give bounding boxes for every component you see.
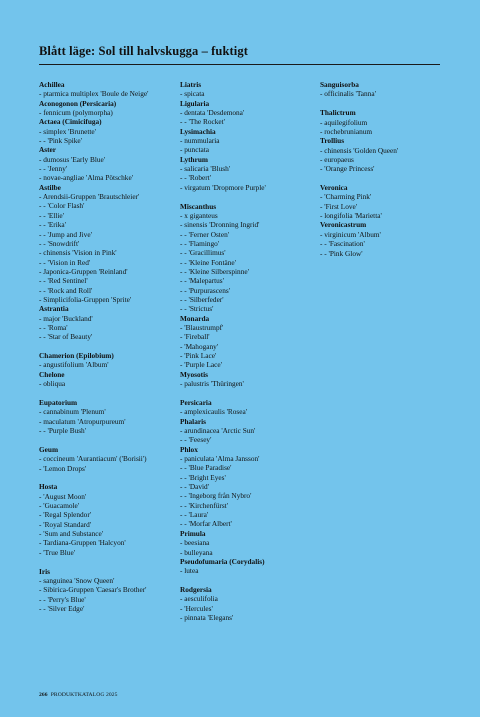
cultivar-item: - 'Pink Lace'	[180, 351, 217, 361]
cultivar-item: - dumosus 'Early Blue'	[39, 154, 106, 164]
genus-name: Veronicastrum	[320, 220, 367, 230]
cultivar-item: - - 'Gracillimus'	[180, 248, 226, 258]
genus-name: Ligularia	[180, 98, 210, 108]
cultivar-item: - simplex 'Brunette'	[39, 126, 96, 136]
cultivar-item: - 'First Love'	[320, 201, 358, 211]
genus-name: Liatris	[180, 80, 202, 89]
genus-name: Veronica	[320, 183, 348, 193]
cultivar-item: - x giganteus	[180, 210, 218, 220]
genus-group	[180, 80, 308, 192]
genus-name: Miscanthus	[180, 201, 217, 211]
cultivar-item: - chinensis 'Vision in Pink'	[39, 248, 117, 258]
cultivar-item: - ptarmica multiplex 'Boule de Neige'	[39, 89, 149, 99]
genus-name: Primula	[180, 528, 206, 538]
cultivar-item: - punctata	[180, 145, 209, 155]
cultivar-item: - salicaria 'Blush'	[180, 164, 231, 174]
genus-name: Chamerion (Epilobium)	[39, 351, 114, 361]
genus-name: Iris	[39, 566, 50, 576]
cultivar-item: - aesculifolia	[180, 594, 218, 604]
genus-group	[39, 398, 167, 435]
cultivar-item: - aquilegifolium	[320, 117, 368, 127]
genus-name: Monarda	[180, 313, 210, 323]
genus-name: Persicaria	[180, 398, 212, 407]
cultivar-item: - nummularia	[180, 136, 220, 146]
cultivar-item: - - 'Perry's Blue'	[39, 594, 86, 604]
cultivar-item: - dentata 'Desdemona'	[180, 108, 245, 118]
genus-name: Rodgersia	[180, 585, 212, 595]
cultivar-item: - 'Orange Princess'	[320, 164, 375, 174]
cultivar-item: - Japonica-Gruppen 'Reinland'	[39, 266, 128, 276]
cultivar-item: - - 'Ellie'	[39, 210, 64, 220]
genus-name: Trollius	[320, 136, 345, 146]
cultivar-item: - 'Blaustrumpf'	[180, 323, 224, 333]
cultivar-item: - 'Purple Lace'	[180, 360, 222, 370]
genus-group	[320, 80, 445, 99]
cultivar-item: - palustris 'Thüringen'	[180, 379, 244, 389]
genus-name: Thalictrum	[320, 108, 356, 118]
genus-name: Aster	[39, 145, 57, 155]
cultivar-item: - - 'Vision in Red'	[39, 257, 91, 267]
cultivar-item: - Tardiana-Gruppen 'Halcyon'	[39, 538, 126, 548]
cultivar-item: - Arendsii-Gruppen 'Brautschleier'	[39, 192, 140, 202]
cultivar-item: - spicata	[180, 89, 205, 99]
cultivar-item: - - 'Kirchenfürst'	[180, 500, 229, 510]
cultivar-item: - - 'Kleine Silberspinne'	[180, 267, 249, 277]
cultivar-item: - - 'Pink Spike'	[39, 136, 82, 146]
title-divider	[39, 64, 440, 65]
genus-name: Lythrum	[180, 154, 208, 164]
cultivar-item: - - 'Silver Edge'	[39, 604, 85, 614]
cultivar-item: - europaeus	[320, 154, 354, 164]
cultivar-item: - chinensis 'Golden Queen'	[320, 145, 399, 155]
cultivar-item: - Sibirica-Gruppen 'Caesar's Brother'	[39, 585, 147, 595]
cultivar-item: - 'Regal Splendor'	[39, 510, 92, 520]
cultivar-item: - - 'The Rocket'	[180, 117, 225, 127]
cultivar-item: - - 'Malepartus'	[180, 276, 224, 286]
cultivar-item: - - 'Kleine Fontäne'	[180, 257, 236, 267]
genus-name: Eupatorium	[39, 398, 78, 407]
genus-group	[180, 398, 308, 576]
cultivar-item: - 'Mahogany'	[180, 341, 219, 351]
genus-name: Hosta	[39, 482, 58, 492]
cultivar-item: - - 'Purple Bush'	[39, 426, 87, 436]
genus-group	[320, 108, 445, 173]
cultivar-item: - fennicum (polymorpha)	[39, 108, 113, 118]
genus-name: Phalaris	[180, 416, 206, 426]
genus-group	[39, 482, 167, 557]
column-3	[320, 80, 445, 267]
cultivar-item: - - 'Silberfeder'	[180, 295, 224, 305]
genus-name: Sanguisorba	[320, 80, 359, 89]
genus-group	[39, 567, 167, 614]
cultivar-item: - - 'Bright Eyes'	[180, 472, 226, 482]
cultivar-item: - sanguinea 'Snow Queen'	[39, 576, 115, 585]
cultivar-item: - paniculata 'Alma Jansson'	[180, 454, 260, 464]
cultivar-item: - - 'Purpurascens'	[180, 285, 231, 295]
cultivar-item: - longifolia 'Marietta'	[320, 211, 382, 221]
cultivar-item: - - 'Blue Paradise'	[180, 463, 232, 473]
genus-name: Astrantia	[39, 304, 69, 314]
cultivar-item: - - 'Pink Glow'	[320, 248, 363, 258]
cultivar-item: - - 'Snowdrift'	[39, 238, 80, 248]
cultivar-item: - lutea	[180, 566, 199, 576]
cultivar-item: - - 'Fascination'	[320, 239, 365, 249]
cultivar-item: - 'August Moon'	[39, 491, 87, 501]
genus-group	[180, 585, 308, 622]
genus-group	[39, 351, 167, 388]
cultivar-item: - bulleyana	[180, 547, 213, 557]
cultivar-item: - rochebrunianum	[320, 126, 373, 136]
cultivar-item: - angustifolium 'Album'	[39, 360, 109, 370]
cultivar-item: - major 'Buckland'	[39, 313, 93, 323]
cultivar-item: - cannabinum 'Plenum'	[39, 407, 106, 417]
column-1	[39, 80, 167, 623]
cultivar-item: - - 'Feesey'	[180, 435, 212, 445]
cultivar-item: - arundinacea 'Arctic Sun'	[180, 426, 256, 436]
genus-name: Pseudofumaria (Corydalis)	[180, 556, 265, 566]
cultivar-item: - amplexicaulis 'Rosea'	[180, 407, 248, 417]
genus-group	[320, 183, 445, 258]
genus-name: Aconogonon (Persicaria)	[39, 98, 117, 108]
cultivar-item: - - 'David'	[180, 482, 209, 492]
cultivar-item: - - 'Ferner Osten'	[180, 229, 230, 239]
cultivar-item: - 'Lemon Drops'	[39, 463, 87, 473]
cultivar-item: - sinensis 'Dronning Ingrid'	[180, 220, 260, 230]
cultivar-item: - novae-angliae 'Alma Pötschke'	[39, 173, 134, 183]
genus-name: Myosotis	[180, 369, 208, 379]
cultivar-item: - 'True Blue'	[39, 547, 76, 557]
cultivar-item: - Simplicifolia-Gruppen 'Sprite'	[39, 294, 132, 304]
catalog-label: PRODUKTKATALOG 2025	[50, 692, 118, 698]
cultivar-item: - maculatum 'Atropurpureum'	[39, 416, 126, 426]
genus-group	[39, 445, 167, 473]
cultivar-item: - officinalis 'Tanna'	[320, 89, 376, 99]
cultivar-item: - - 'Roma'	[39, 322, 68, 332]
cultivar-item: - 'Royal Standard'	[39, 519, 92, 529]
genus-group	[39, 80, 167, 342]
genus-name: Phlox	[180, 444, 198, 454]
cultivar-item: - obliqua	[39, 379, 66, 389]
cultivar-item: - - 'Jump and Jive'	[39, 229, 92, 239]
genus-group	[180, 202, 308, 389]
cultivar-item: - coccineum 'Aurantiacum' ('Borisii')	[39, 454, 147, 464]
cultivar-item: - - 'Ingeborg från Nybro'	[180, 491, 252, 501]
page-title: Blått läge: Sol till halvskugga – fuktigt	[39, 44, 248, 58]
page-footer	[39, 692, 118, 698]
genus-name: Lysimachia	[180, 126, 216, 136]
cultivar-item: - - 'Rock and Roll'	[39, 285, 93, 295]
genus-name: Geum	[39, 444, 59, 454]
genus-name: Achillea	[39, 80, 65, 89]
cultivar-item: - - 'Erika'	[39, 220, 66, 230]
column-2	[180, 80, 308, 632]
cultivar-item: - - 'Red Sentinel'	[39, 276, 88, 286]
cultivar-item: - - 'Color Flash'	[39, 201, 85, 211]
cultivar-item: - 'Charming Pink'	[320, 192, 372, 202]
genus-name: Astilbe	[39, 182, 61, 192]
cultivar-item: - beesiana	[180, 538, 210, 548]
cultivar-item: - - 'Star of Beauty'	[39, 332, 93, 342]
cultivar-item: - - 'Laura'	[180, 510, 209, 520]
cultivar-item: - virgatum 'Dropmore Purple'	[180, 182, 266, 192]
cultivar-item: - - 'Jenny'	[39, 164, 68, 174]
cultivar-item: - pinnata 'Elegans'	[180, 613, 234, 623]
cultivar-item: - - 'Morfar Albert'	[180, 519, 232, 529]
cultivar-item: - 'Fireball'	[180, 332, 210, 342]
cultivar-item: - - 'Flamingo'	[180, 239, 220, 248]
cultivar-item: - - 'Robert'	[180, 173, 211, 183]
cultivar-item: - - 'Strictus'	[180, 304, 214, 314]
genus-name: Actaea (Cimicifuga)	[39, 117, 102, 127]
cultivar-item: - 'Hercules'	[180, 603, 213, 613]
cultivar-item: - virginicum 'Album'	[320, 229, 381, 239]
cultivar-item: - 'Guacamole'	[39, 501, 80, 511]
genus-name: Chelone	[39, 369, 65, 379]
page-number: 266	[39, 692, 48, 698]
cultivar-item: - 'Sum and Substance'	[39, 529, 104, 539]
